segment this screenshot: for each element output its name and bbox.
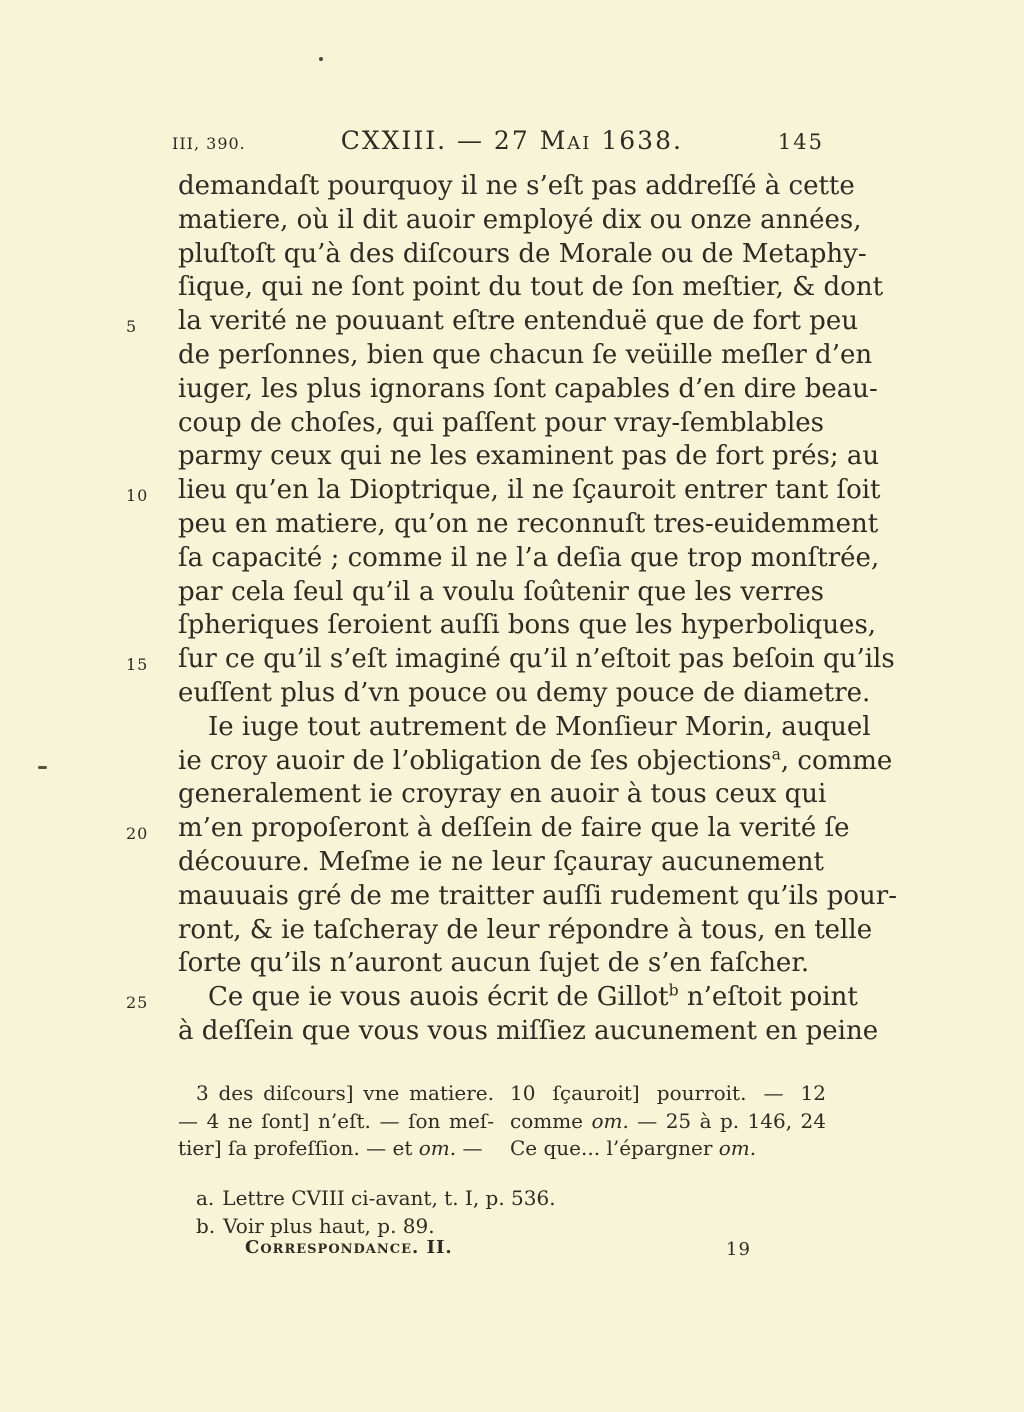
letter-year: 1638. [591,126,683,155]
text-line [178,542,880,576]
text-line [178,407,824,441]
text-run: generalement ie croyray en auoir à tous ceux qui [178,779,827,810]
text-line [178,339,873,373]
stray-ink-dash [38,766,47,769]
series-title: Correspondance. II. [245,1237,453,1258]
text-run: ſpheriques ſeroient auſſi bons que les hyperboliques, [178,610,877,641]
footnote-reference-mark: a [771,744,781,763]
text-run: Ce que ie vous auois écrit de Gillot [208,982,669,1013]
text-run: ſique, qui ne ſont point du tout de ſon meſtier, & dont [178,272,884,303]
line-number: 5 [126,317,138,337]
variant-note-line [178,1080,494,1108]
footnote-label: b. [196,1214,216,1238]
text-line [178,238,867,272]
text-run: ſa capacité ; comme il ne l’a deſia que trop monſtrée, [178,542,880,573]
text-line [178,609,877,643]
letter-body-text [126,170,897,1049]
line-number: 10 [126,486,149,506]
footnote [196,1212,816,1240]
text-run: demandaſt pourquoy il ne s’eſt pas addreſſé à cette [178,171,855,201]
italic-text: om. [718,1136,757,1161]
text-line [178,170,855,204]
footnote-text: Lettre CVIII ci-avant, t. I, p. 536. [222,1186,556,1210]
text-line [178,204,862,238]
text-line [126,643,895,677]
text-run: matiere, où il dit auoir employé dix ou onze années, [178,204,862,235]
text-line [178,440,880,474]
text-line [178,1015,879,1049]
variant-note-line [178,1135,494,1163]
text-line [178,373,878,407]
text-run: ront, & ie taſcheray de leur répondre à tous, en telle [178,914,873,945]
text-run: Ie iuge tout autrement de Monſieur Morin, auquel [208,711,871,742]
text-run: pluſtoſt qu’à des diſcours de Morale ou de Metaphy- [178,238,867,269]
text-run: iuger, les plus ignorans ſont capables d’en dire beau- [178,373,878,404]
marginal-volume-reference: III, 390. [172,134,246,153]
text-line [126,474,881,508]
text-run: par cela ſeul qu’il a voulu ſoûtenir que les verres [178,576,824,607]
text-run: parmy ceux qui ne les examinent pas de fort prés; au [178,441,880,472]
footnote-label: a. [196,1186,215,1210]
line-number: 20 [126,824,149,844]
footnote-reference-mark: b [668,981,679,1000]
footnote-text: Voir plus haut, p. 89. [223,1214,435,1238]
variant-notes-right-column [510,1080,826,1163]
text-line [126,812,850,846]
text-run: tier] ſa profeſſion. — et [178,1136,419,1161]
stray-ink-dot [319,57,323,61]
variant-note-line [178,1108,494,1136]
variant-note-line [510,1108,826,1136]
text-line [178,711,871,745]
italic-text: om. [591,1108,629,1133]
text-line [178,271,884,305]
text-line [126,305,858,339]
page-header [172,126,824,155]
letter-heading [246,126,778,155]
letter-number: CXXIII. — 27 [340,126,540,155]
text-line [126,981,858,1015]
text-run: m’en propoſeront à deſſein de faire que la verité ſe [178,813,850,844]
text-line [178,576,824,610]
text-run: ie croy auoir de l’obligation de ſes objections [178,745,772,776]
text-run: ſur ce qu’il s’eſt imaginé qu’il n’eſtoit pas beſoin qu’ils [178,644,895,675]
footnote [196,1184,816,1212]
text-run: peu en matiere, qu’on ne reconnuſt tres-euidemment [178,508,879,539]
text-run: lieu qu’en la Dioptrique, il ne ſçauroit entrer tant ſoit [178,475,881,506]
text-run: comme [510,1108,592,1133]
text-run: la verité ne pouuant eſtre entenduë que de fort peu [178,306,858,337]
text-run: 10 ſçauroit] pourroit. — 12 [510,1081,826,1105]
text-run: — 4 ne ſont] n’eſt. — ſon meſ- [178,1108,494,1133]
variant-notes [178,1080,826,1163]
text-line [178,914,873,948]
gathering-number: 19 [726,1239,751,1260]
text-line [178,508,879,542]
text-run: — [456,1136,483,1161]
text-line [178,947,824,981]
letter-month: Mai [539,126,592,155]
line-number: 25 [126,993,149,1013]
signature-line [0,1237,1024,1265]
page-number: 145 [777,130,824,154]
text-run: — 25 à p. 146, 24 [628,1108,826,1133]
text-run: n’eſtoit point [678,982,858,1013]
text-run: de perſonnes, bien que chacun ſe veüille meſler d’en [178,339,873,370]
text-run: ſorte qu’ils n’auront aucun ſujet de s’en faſcher. [178,948,810,979]
text-run: 3 des diſcours] vne matiere. [196,1081,494,1105]
variant-note-line [510,1135,826,1163]
text-run: , comme [780,745,893,776]
text-run: coup de choſes, qui paſſent pour vray-ſemblables [178,407,824,438]
text-run: découure. Meſme ie ne leur ſçauray aucunement [178,846,824,877]
line-number: 15 [126,655,149,675]
text-line [178,677,871,711]
text-run: euſſent plus d’vn pouce ou demy pouce de diametre. [178,677,871,708]
text-line [178,880,897,914]
variant-notes-left-column [178,1080,494,1163]
text-line [178,744,893,779]
editor-footnotes [196,1184,816,1240]
text-line [178,778,827,812]
text-run: mauuais gré de me traitter auſſi rudement qu’ils pour- [178,880,897,911]
text-run: à deſſein que vous vous miſſiez aucunement en peine [178,1015,879,1046]
text-run: Ce que... l’épargner [510,1136,719,1161]
text-line [178,846,824,880]
variant-note-line [510,1080,826,1108]
italic-text: om. [418,1136,457,1161]
